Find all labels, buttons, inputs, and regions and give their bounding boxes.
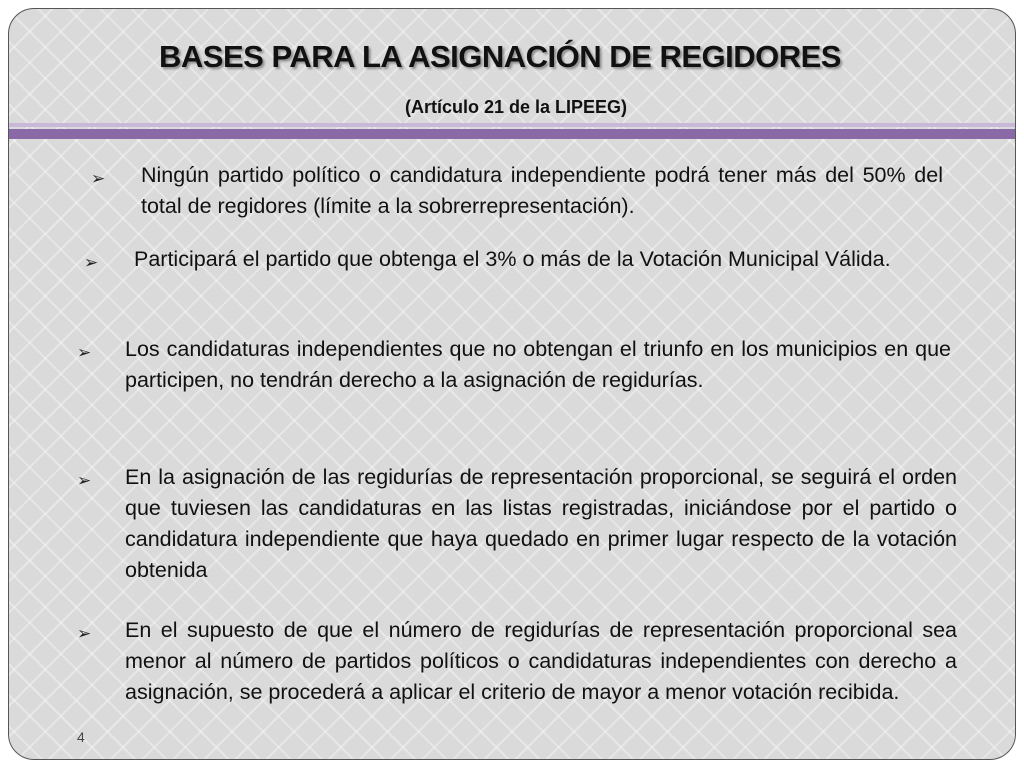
slide <box>8 8 1016 760</box>
arrow-bullet-icon: ➢ <box>77 343 92 362</box>
header-divider <box>9 129 1015 139</box>
bullet-item: En la asignación de las regidurías de representación proporcional, se seguirá el orden que tuviesen las candidaturas en las listas registradas, iniciándose por el partido o candidatura independiente que haya quedado en primer lugar respecto de la votación obtenida <box>125 465 957 582</box>
arrow-bullet-icon: ➢ <box>77 624 92 643</box>
bullet-item: Ningún partido político o candidatura independiente podrá tener más del 50% del total de regidores (límite a la sobrerrepresentación). <box>141 163 943 218</box>
header-divider-light <box>9 123 1015 127</box>
bullet-item: Participará el partido que obtenga el 3% o más de la Votación Municipal Válida. <box>134 247 891 271</box>
slide-title: BASES PARA LA ASIGNACIÓN DE REGIDORES <box>159 39 841 74</box>
page-number: 4 <box>77 729 85 745</box>
bullet-item: En el supuesto de que el número de regidurías de representación proporcional sea menor al número de partidos políticos o candidaturas independientes con derecho a asignación, se procederá a aplicar el criterio de mayor a menor votación recibida. <box>125 618 957 704</box>
slide-subtitle: (Artículo 21 de la LIPEEG) <box>404 97 628 117</box>
arrow-bullet-icon: ➢ <box>77 471 92 490</box>
bullet-item: Los candidaturas independientes que no obtengan el triunfo en los municipios en que participen, no tendrán derecho a la asignación de regidurías. <box>125 337 951 392</box>
arrow-bullet-icon: ➢ <box>84 253 99 272</box>
arrow-bullet-icon: ➢ <box>91 169 106 188</box>
